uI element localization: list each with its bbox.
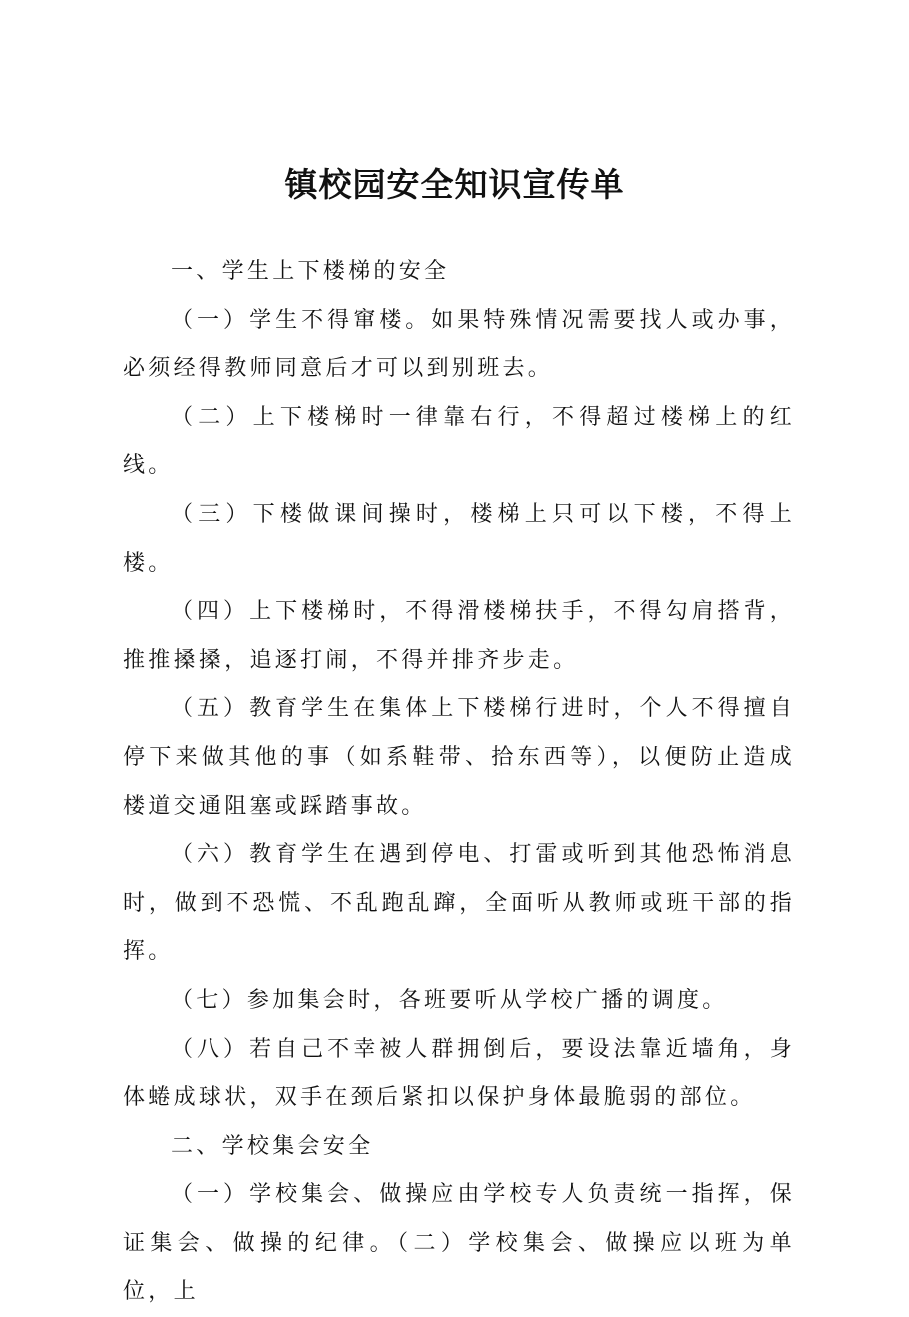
paragraph-item: （五）教育学生在集体上下楼梯行进时，个人不得擅自停下来做其他的事（如系鞋带、拾东西等），以便防止造成楼道交通阻塞或踩踏事故。 [123,696,795,819]
paragraph-item: （三）下楼做课间操时，楼梯上只可以下楼，不得上楼。 [123,501,795,576]
paragraph-item: （六）教育学生在遇到停电、打雷或听到其他恐怖消息时，做到不恐慌、不乱跑乱蹿，全面听从教师或班干部的指挥。 [123,842,795,965]
section-heading-stairs: 一、学生上下楼梯的安全 [171,259,450,284]
paragraph-item: （七）参加集会时，各班要听从学校广播的调度。 [171,987,728,1013]
paragraph-item: （一）学校集会、做操应由学校专人负责统一指挥，保证集会、做操的纪律。（二）学校集会、做操应以班为单位，上 [123,1182,795,1305]
paragraph-item: （一）学生不得窜楼。如果特殊情况需要找人或办事，必须经得教师同意后才可以到别班去。 [123,307,795,382]
section-heading-assembly: 二、学校集会安全 [171,1133,374,1159]
paragraph-item: （八）若自己不幸被人群拥倒后，要设法靠近墙角，身体蜷成球状，双手在颈后紧扣以保护身体最脆弱的部位。 [123,1036,795,1111]
document-title: 镇校园安全知识宣传单 [284,165,625,204]
document-body [123,248,795,1317]
paragraph-item: （四）上下楼梯时，不得滑楼梯扶手，不得勾肩搭背，推推搡搡，追逐打闹，不得并排齐步走。 [123,599,795,673]
paragraph-item: （二）上下楼梯时一律靠右行，不得超过楼梯上的红线。 [123,404,795,479]
